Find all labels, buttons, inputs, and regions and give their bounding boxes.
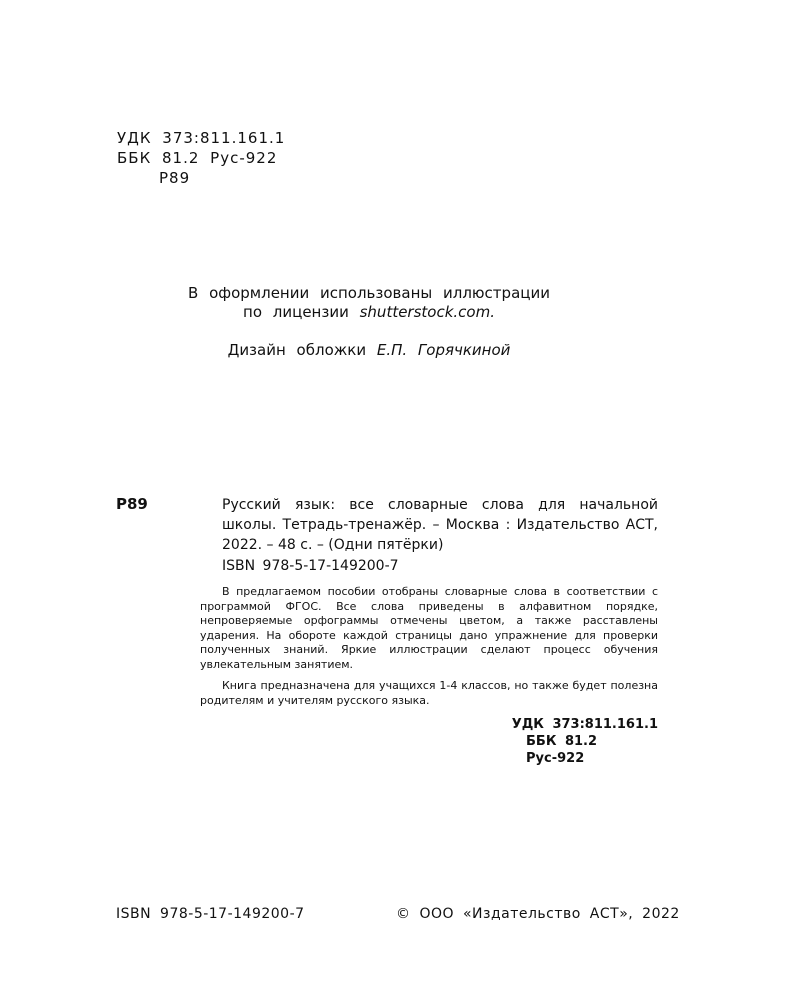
bbk-code: ББК 81.2 Рус-922 bbox=[117, 149, 278, 167]
footer-isbn: ISBN 978-5-17-149200-7 bbox=[116, 906, 305, 922]
catalog-bbk: ББК 81.2 Рус-922 bbox=[526, 734, 598, 766]
classification-block bbox=[117, 128, 285, 188]
footer-copyright: © ООО «Издательство АСТ», 2022 bbox=[396, 906, 680, 922]
catalog-udk: УДК 373:811.161.1 bbox=[511, 717, 658, 732]
cover-design-prefix: Дизайн обложки bbox=[227, 341, 367, 359]
license-prefix: по лицензии bbox=[243, 303, 349, 321]
cover-design-credit bbox=[0, 341, 769, 360]
illustration-credit-line2 bbox=[0, 303, 769, 322]
author-sign: Р89 bbox=[159, 169, 191, 187]
license-source: shutterstock.com. bbox=[359, 303, 495, 321]
abstract-paragraph-2: Книга предназначена для учащихся 1-4 классов, но также будет полезна родителям и учителям русского языка. bbox=[200, 679, 658, 707]
illustration-credit bbox=[0, 284, 769, 322]
catalog-annotation: Русский язык: все словарные слова для начальной школы. Тетрадь-тренажёр. – Москва : Издательство АСТ, 2022. – 48 с. – (Одни пятёрки) bbox=[222, 497, 658, 553]
catalog-code: Р89 bbox=[116, 495, 148, 513]
catalog-isbn: ISBN 978-5-17-149200-7 bbox=[222, 558, 399, 574]
catalog-abstract bbox=[200, 585, 658, 708]
udk-code: УДК 373:811.161.1 bbox=[117, 129, 286, 147]
cover-designer-name: Е.П. Горячкиной bbox=[376, 341, 511, 359]
catalog-codes bbox=[400, 716, 658, 767]
abstract-paragraph-1: В предлагаемом пособии отобраны словарные слова в соответствии с программой ФГОС. Все слова приведены в алфавитном порядке, непроверяемые орфограммы отмечены цветом, а также расставлены ударения. На обороте каждой страницы дано упражнение для проверки полученных знаний. Яркие иллюстрации сделают процесс обучения увлекательным занятием. bbox=[200, 585, 658, 671]
illustration-credit-line1: В оформлении использованы иллюстрации bbox=[188, 284, 550, 302]
